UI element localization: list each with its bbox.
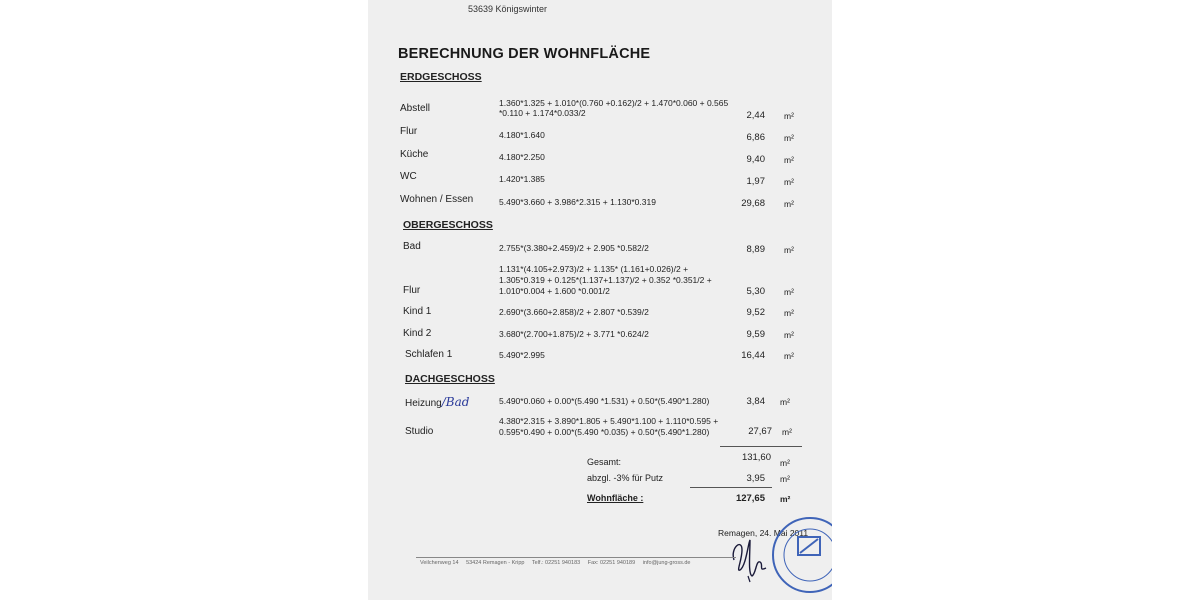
handwritten-annotation: /Bad — [441, 395, 470, 409]
row-value: 6,86 — [746, 132, 765, 143]
row-label: Flur — [400, 126, 418, 137]
row-formula: 1.420*1.385 — [499, 174, 545, 184]
row-unit: m² — [784, 287, 794, 297]
row-unit: m² — [780, 474, 790, 484]
row-unit: m² — [784, 133, 794, 143]
footer — [420, 560, 690, 566]
row-value: 5,30 — [746, 286, 765, 297]
row-label: Wohnen / Essen — [400, 194, 474, 205]
row-formula: *0.110 + 1.174*0.033/2 — [499, 108, 586, 118]
row-value: 2,44 — [746, 110, 765, 121]
row-unit: m² — [784, 199, 794, 209]
row-label: Küche — [400, 149, 429, 160]
row-label: Bad — [403, 241, 421, 252]
row-unit: m² — [780, 397, 790, 407]
row-value: 9,52 — [746, 307, 765, 318]
document-title: BERECHNUNG DER WOHNFLÄCHE — [398, 46, 651, 62]
row-formula: 2.690*(3.660+2.858)/2 + 2.807 *0.539/2 — [499, 307, 649, 317]
row-formula: 4.380*2.315 + 3.890*1.805 + 5.490*1.100 + 1.110*0.595 + — [499, 416, 719, 426]
row-value: 3,84 — [746, 396, 765, 407]
row-formula: 5.490*2.995 — [499, 350, 545, 360]
row-label: Heizung — [405, 398, 442, 409]
row-unit: m² — [784, 111, 794, 121]
architect-stamp — [770, 515, 832, 595]
row-label: WC — [400, 171, 417, 182]
document-page — [368, 0, 832, 600]
footer-street: Veilchenweg 14 — [420, 560, 459, 566]
row-formula: 1.305*0.319 + 0.125*(1.137+1.137)/2 + 0.352 *0.351/2 + — [499, 275, 712, 285]
row-formula: 5.490*0.060 + 0.00*(5.490 *1.531) + 0.50*(5.490*1.280) — [499, 396, 710, 406]
row-unit: m² — [782, 427, 792, 437]
row-unit: m² — [784, 351, 794, 361]
row-formula: 0.595*0.490 + 0.00*(5.490 *0.035) + 0.50*(5.490*1.280) — [499, 427, 710, 437]
row-formula: 3.680*(2.700+1.875)/2 + 3.771 *0.624/2 — [499, 329, 649, 339]
row-formula: 4.180*2.250 — [499, 152, 545, 162]
row-value: 8,89 — [746, 244, 765, 255]
section-heading-dachgeschoss: DACHGESCHOSS — [405, 373, 495, 385]
section-heading-obergeschoss: OBERGESCHOSS — [403, 219, 493, 231]
row-unit: m² — [780, 458, 790, 468]
footer-city: 53424 Remagen - Kripp — [466, 560, 525, 566]
row-formula: 1.131*(4.105+2.973)/2 + 1.135* (1.161+0.026)/2 + — [499, 264, 689, 274]
row-unit: m² — [784, 177, 794, 187]
gesamt-value: 131,60 — [741, 452, 771, 463]
row-value: 29,68 — [741, 198, 765, 209]
row-label: Schlafen 1 — [405, 349, 453, 360]
row-label: Kind 1 — [403, 306, 432, 317]
footer-email: info@jung-gross.de — [642, 560, 691, 566]
row-value: 27,67 — [748, 426, 772, 437]
row-value: 1,97 — [746, 176, 765, 187]
row-value: 9,40 — [746, 154, 765, 165]
footer-tel: Telf.: 02251 940183 — [531, 560, 581, 566]
row-unit: m² — [784, 245, 794, 255]
row-label: Flur — [403, 285, 421, 296]
putz-label: abzgl. -3% für Putz — [587, 473, 664, 483]
row-unit: m² — [780, 494, 791, 504]
row-unit: m² — [784, 330, 794, 340]
row-formula: 4.180*1.640 — [499, 130, 545, 140]
row-unit: m² — [784, 308, 794, 318]
footer-fax: Fax: 02251 940189 — [587, 560, 636, 566]
row-unit: m² — [784, 155, 794, 165]
place-date: Remagen, 24. Mai 2011 — [718, 528, 809, 538]
sum-rule — [690, 487, 772, 488]
sum-rule — [720, 446, 802, 447]
footer-rule — [416, 557, 736, 558]
wohnflaeche-value: 127,65 — [735, 493, 765, 504]
row-label-heizung — [405, 395, 469, 409]
row-formula: 1.010*0.004 + 1.600 *0.001/2 — [499, 286, 610, 296]
row-value: 16,44 — [741, 350, 765, 361]
row-formula: 2.755*(3.380+2.459)/2 + 2.905 *0.582/2 — [499, 243, 649, 253]
row-value: 9,59 — [746, 329, 765, 340]
gesamt-label: Gesamt: — [587, 457, 622, 467]
wohnflaeche-label: Wohnfläche : — [587, 493, 644, 503]
row-label: Kind 2 — [403, 328, 432, 339]
row-label: Abstell — [400, 103, 431, 114]
row-formula: 1.360*1.325 + 1.010*(0.760 +0.162)/2 + 1.470*0.060 + 0.565 — [499, 98, 729, 108]
putz-value: 3,95 — [746, 473, 765, 484]
header-address: 53639 Königswinter — [468, 4, 548, 14]
row-label: Studio — [405, 426, 434, 437]
section-heading-erdgeschoss: ERDGESCHOSS — [400, 71, 482, 83]
row-formula: 5.490*3.660 + 3.986*2.315 + 1.130*0.319 — [499, 197, 656, 207]
